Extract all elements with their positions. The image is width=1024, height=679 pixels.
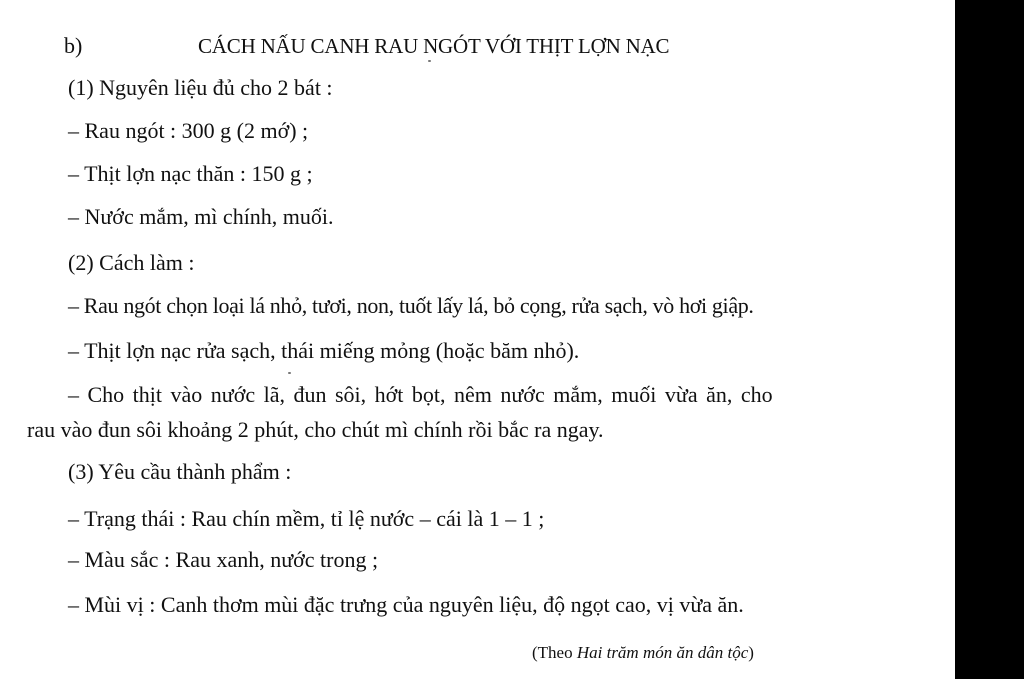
source-prefix: (Theo bbox=[532, 643, 577, 662]
ingredient-item: – Thịt lợn nạc thăn : 150 g ; bbox=[68, 161, 313, 186]
section-letter: b) bbox=[64, 33, 83, 58]
source-suffix: ) bbox=[748, 643, 754, 662]
method-step-continuation: rau vào đun sôi khoảng 2 phút, cho chút mì chính rồi bắc ra ngay. bbox=[27, 417, 604, 442]
method-step: – Cho thịt vào nước lã, đun sôi, hớt bọt, nêm nước mắm, muối vừa ăn, cho bbox=[68, 382, 773, 407]
requirements-heading: (3) Yêu cầu thành phẩm : bbox=[68, 459, 292, 484]
ingredients-heading: (1) Nguyên liệu đủ cho 2 bát : bbox=[68, 75, 333, 100]
scan-border bbox=[955, 0, 1024, 679]
source-citation bbox=[532, 641, 754, 665]
scan-speck bbox=[288, 372, 291, 374]
requirement-item: – Trạng thái : Rau chín mềm, tỉ lệ nước – cái là 1 – 1 ; bbox=[68, 506, 545, 531]
recipe-title: CÁCH NẤU CANH RAU NGÓT VỚI THỊT LỢN NẠC bbox=[198, 34, 670, 58]
scan-speck bbox=[428, 60, 431, 62]
method-step: – Thịt lợn nạc rửa sạch, thái miếng mỏng (hoặc băm nhỏ). bbox=[68, 338, 580, 363]
requirement-item: – Mùi vị : Canh thơm mùi đặc trưng của nguyên liệu, độ ngọt cao, vị vừa ăn. bbox=[68, 592, 744, 617]
requirement-item: – Màu sắc : Rau xanh, nước trong ; bbox=[68, 547, 379, 572]
ingredient-item: – Rau ngót : 300 g (2 mớ) ; bbox=[68, 118, 309, 143]
method-step: – Rau ngót chọn loại lá nhỏ, tươi, non, tuốt lấy lá, bỏ cọng, rửa sạch, vò hơi giập. bbox=[68, 293, 754, 318]
ingredient-item: – Nước mắm, mì chính, muối. bbox=[68, 204, 334, 229]
source-title: Hai trăm món ăn dân tộc bbox=[576, 643, 749, 662]
method-heading: (2) Cách làm : bbox=[68, 250, 195, 275]
